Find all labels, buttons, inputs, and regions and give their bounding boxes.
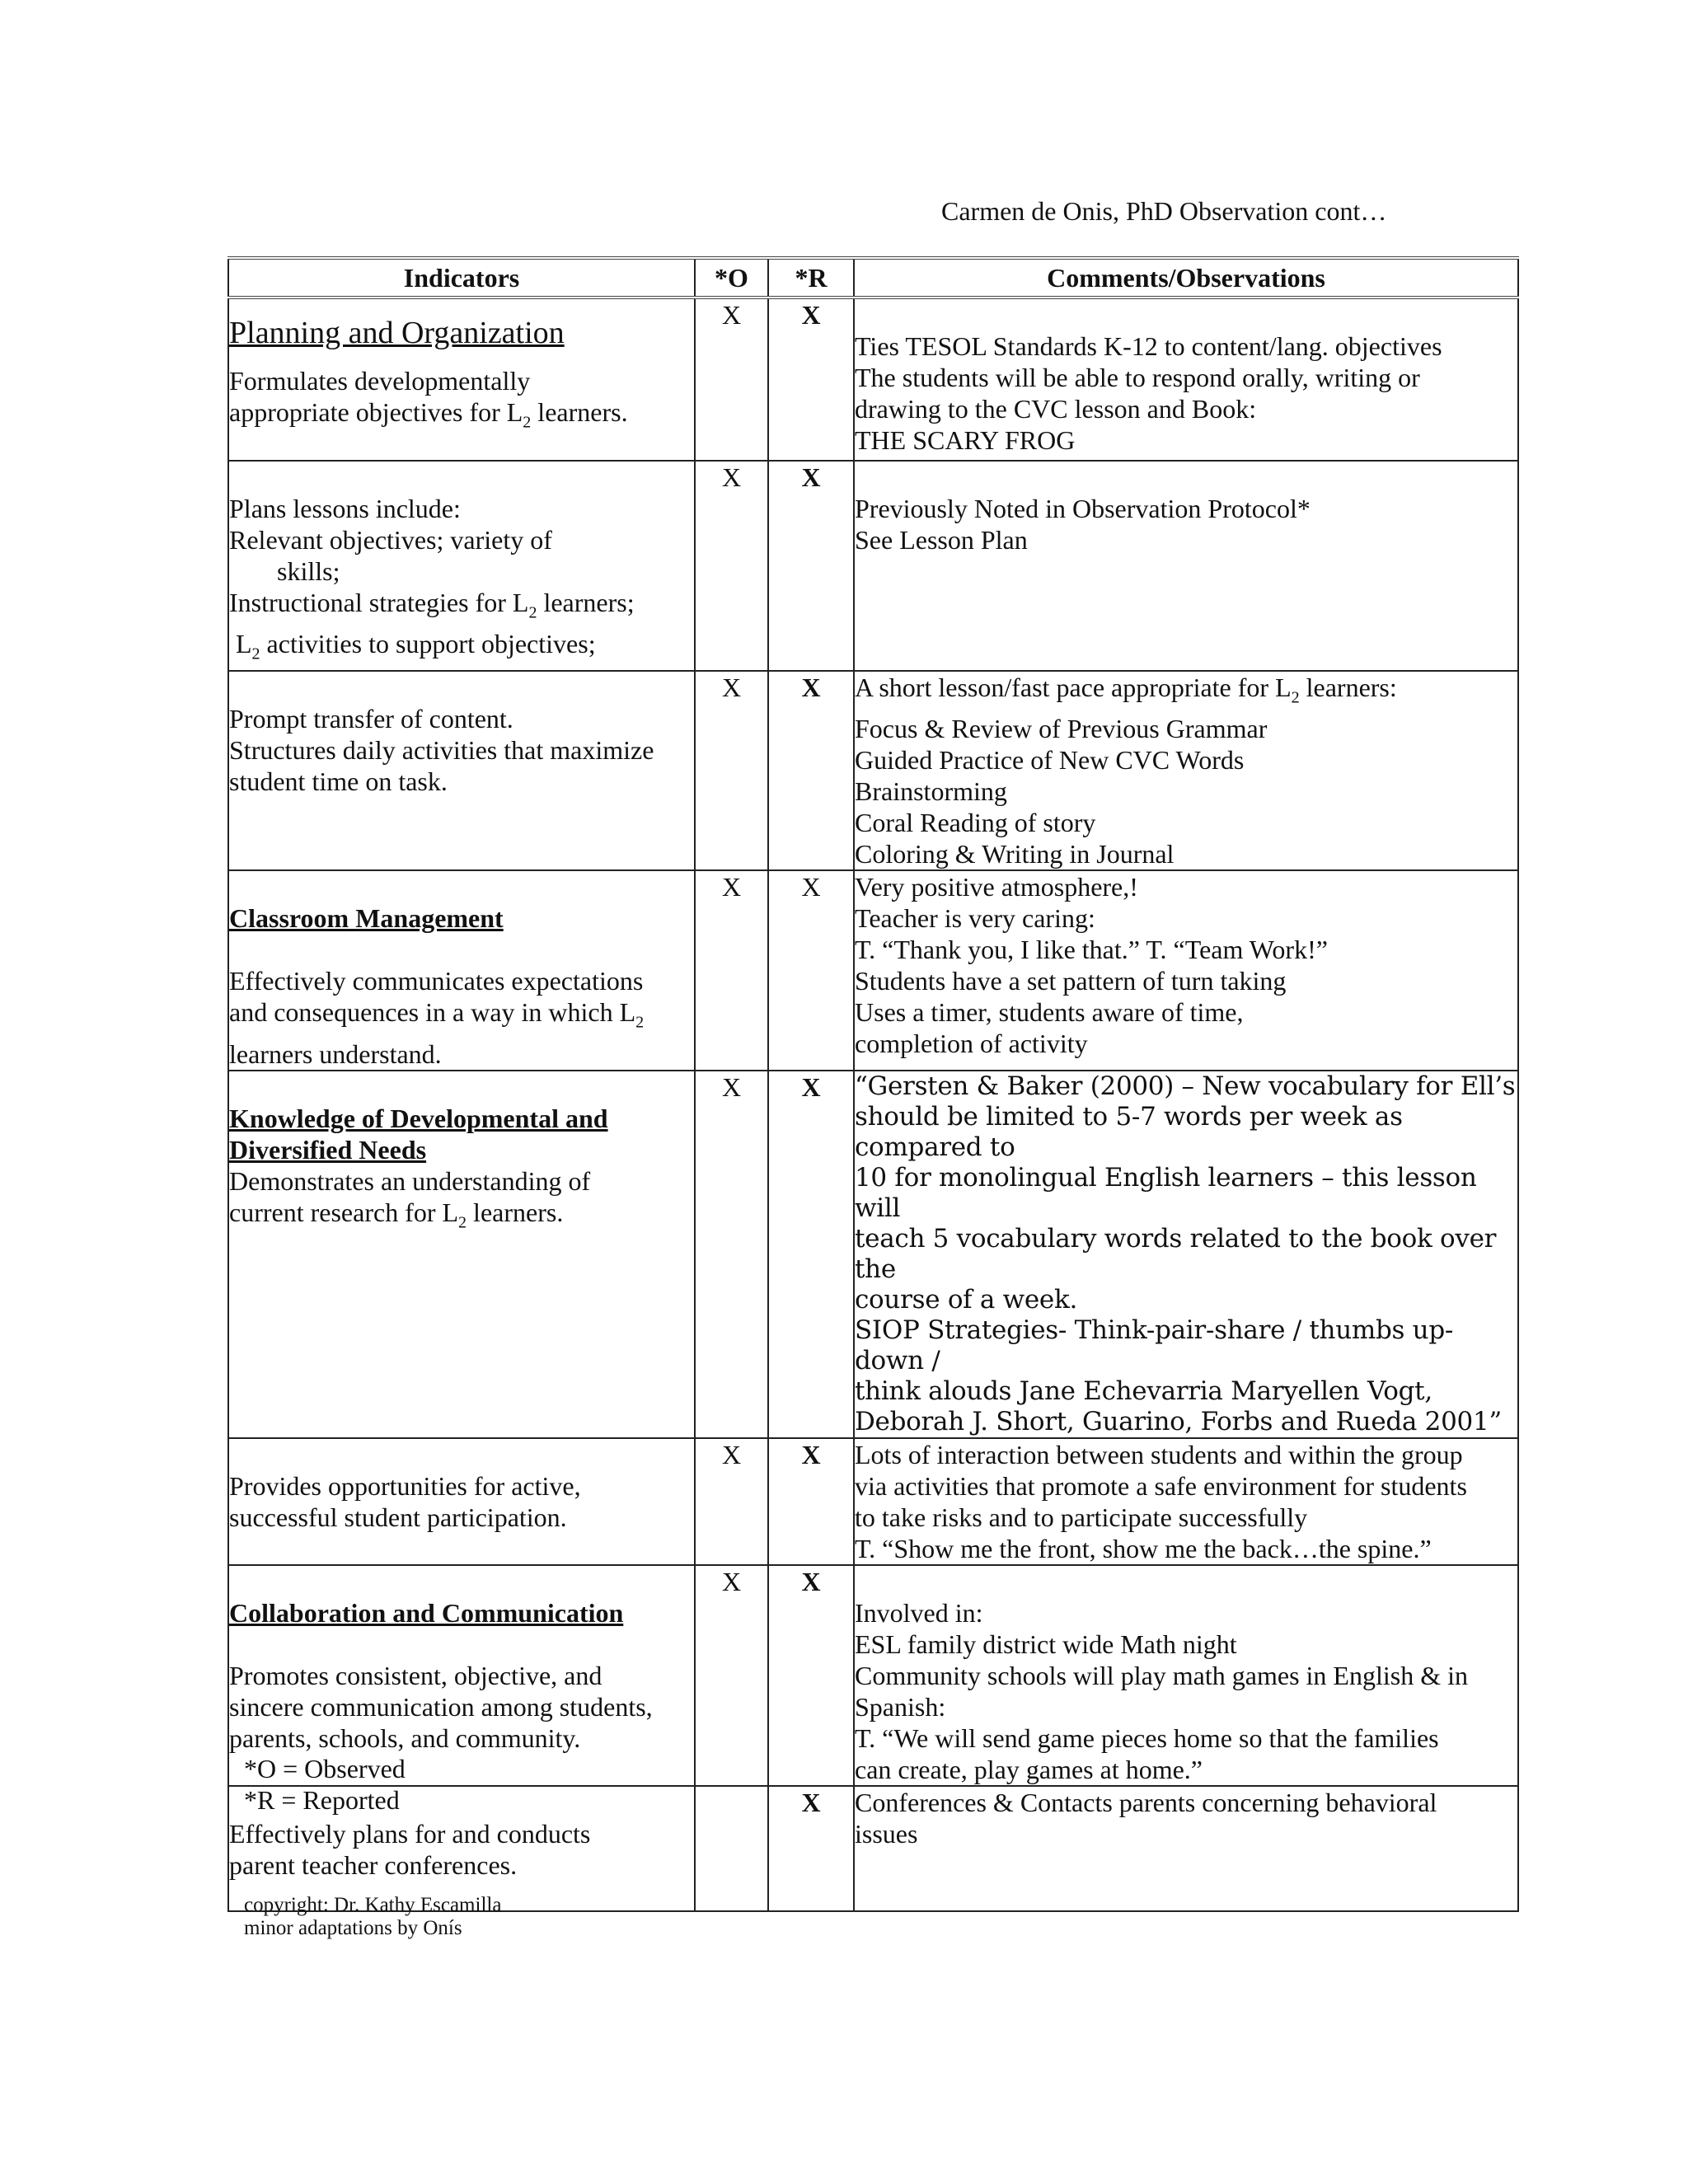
comment-line: Very positive atmosphere,! [855,872,1138,902]
comment-line: The students will be able to respond orally, writing or [855,363,1420,392]
reported-cell [768,870,854,1070]
indicator-cell [228,1071,695,1438]
comment-line: SIOP Strategies- Think-pair-share / thumbs up-down / [855,1315,1454,1376]
indicator-line: skills; [277,556,340,586]
comment-line: Focus & Review of Previous Grammar [855,714,1268,744]
observed-cell [695,1786,768,1911]
column-header-indicators: Indicators [228,258,695,298]
column-header-comments: Comments/Observations [854,258,1518,298]
reported-mark: X [801,1566,821,1596]
indicator-line: and consequences in a way in which $L_2$ [229,997,645,1032]
comment-cell [854,298,1518,461]
comment-line: think alouds Jane Echevarria Maryellen Vogt, [855,1376,1432,1406]
table-row [228,461,1518,671]
indicator-cell [228,298,695,461]
indicator-line: Provides opportunities for active, [229,1470,581,1501]
indicator-line: Effectively communicates expectations [229,966,644,996]
comment-line: T. “Show me the front, show me the back…the spine.” [855,1533,1432,1563]
observed-cell [695,1565,768,1786]
section-title: Diversified Needs [229,1134,427,1165]
column-header-reported: *R [768,258,854,298]
comment-line: teach 5 vocabulary words related to the book over the [855,1223,1497,1284]
reported-mark: X [801,1071,821,1102]
observed-mark: X [721,1071,742,1102]
comment-line: Ties TESOL Standards K-12 to content/lang. objectives [855,331,1442,361]
reported-mark: X [801,672,821,702]
indicator-line: Plans lessons include: [229,494,461,523]
comment-cell [854,1565,1518,1786]
comment-cell [854,461,1518,671]
reported-cell [768,1071,854,1438]
comment-line: to take risks and to participate successfully [855,1502,1308,1532]
indicator-line: successful student participation. [229,1502,567,1532]
section-title: Planning and Organization [229,316,565,350]
reported-mark: X [801,872,821,902]
observed-cell [695,1438,768,1565]
reported-cell [768,1438,854,1565]
comment-line: “Gersten & Baker (2000) – New vocabulary for Ell’s [855,1071,1516,1101]
indicator-line: Promotes consistent, objective, and [229,1660,603,1690]
reported-mark: X [801,1439,821,1469]
comment-line: Community schools will play math games in English & in [855,1660,1468,1690]
indicator-cell [228,671,695,870]
comment-line: course of a week. [855,1284,1078,1315]
section-title: Classroom Management [229,903,504,934]
legend-observed: *O = Observed [244,1754,406,1783]
comment-cell [854,1438,1518,1565]
comment-line: Spanish: [855,1691,946,1722]
indicator-cell [228,870,695,1070]
comment-line: should be limited to 5-7 words per week as compared to [855,1101,1403,1162]
comment-line: drawing to the CVC lesson and Book: [855,394,1257,424]
observed-cell [695,671,768,870]
comment-line: 10 for monolingual English learners – this lesson will [855,1162,1477,1223]
indicator-line: parent teacher conferences. [229,1849,518,1880]
comment-line: Conferences & Contacts parents concerning behavioral [855,1787,1437,1817]
comment-line: Involved in: [855,1597,983,1628]
comment-line: Deborah J. Short, Guarino, Forbs and Rueda 2001” [855,1406,1502,1436]
comment-line: Teacher is very caring: [855,903,1095,934]
indicator-cell [228,461,695,671]
comment-line: T. “We will send game pieces home so that the families [855,1722,1439,1753]
indicator-line: current research for $L_2$ learners. [229,1197,564,1231]
comment-line: T. “Thank you, I like that.” T. “Team Work!” [855,935,1328,965]
reported-cell [768,461,854,671]
table-header-row [228,258,1518,298]
section-title: Knowledge of Developmental and [229,1103,608,1133]
comment-cell [854,1071,1518,1438]
comment-line: Students have a set pattern of turn taking [855,966,1287,996]
comment-line: Coral Reading of story [855,808,1096,838]
comment-line: Brainstorming [855,776,1007,807]
page-header: Carmen de Onis, PhD Observation cont… [941,196,1387,226]
indicator-line: Prompt transfer of content. [229,703,513,733]
table-row [228,870,1518,1070]
observed-mark: X [721,300,742,330]
table-row [228,671,1518,870]
comment-cell [854,1786,1518,1911]
column-header-observed: *O [695,258,768,298]
comment-cell [854,870,1518,1070]
indicator-line: sincere communication among students, [229,1691,653,1722]
comment-line: Guided Practice of New CVC Words [855,745,1245,776]
comment-cell [854,671,1518,870]
indicator-line: Instructional strategies for $L_2$ learners; [229,588,635,622]
table-row [228,1071,1518,1438]
comment-line: issues [855,1818,918,1849]
observed-mark: X [721,872,742,902]
indicator-line: Demonstrates an understanding of [229,1165,591,1196]
comment-line: via activities that promote a safe environment for students [855,1470,1467,1501]
table-row [228,1786,1518,1911]
adaptation-line: minor adaptations by Onís [244,1917,462,1939]
legend-reported: *R = Reported [244,1785,400,1815]
indicator-line: $L_2$ activities to support objectives; [236,629,596,663]
comment-line: Previously Noted in Observation Protocol* [855,494,1311,523]
indicator-line: Structures daily activities that maximize [229,734,654,765]
reported-mark: X [801,300,821,330]
table-row [228,1565,1518,1786]
comment-line: completion of activity [855,1029,1088,1059]
reported-cell [768,1786,854,1911]
reported-mark: X [801,462,821,492]
comment-line: Lots of interaction between students and within the group [855,1439,1463,1469]
comment-line: can create, play games at home.” [855,1754,1203,1784]
observed-mark: X [721,1439,742,1469]
table-row [228,1438,1518,1565]
observed-mark: X [721,462,742,492]
indicator-line: parents, schools, and community. [229,1722,581,1753]
table-row [228,298,1518,461]
comment-line: See Lesson Plan [855,525,1028,555]
indicator-line: student time on task. [229,766,448,796]
indicator-cell [228,1438,695,1565]
observed-cell [695,1071,768,1438]
observed-mark: X [721,672,742,702]
comment-line: THE SCARY FROG [855,425,1076,455]
comment-line: Uses a timer, students aware of time, [855,997,1244,1028]
copyright-line: copyright: Dr. Kathy Escamilla [244,1894,502,1916]
comment-line: ESL family district wide Math night [855,1629,1237,1659]
indicator-cell [228,1565,695,1786]
indicator-line: Relevant objectives; variety of [229,525,552,555]
reported-mark: X [801,1787,821,1817]
reported-cell [768,1565,854,1786]
comment-line: A short lesson/fast pace appropriate for $L_2$ learners: [855,672,1397,707]
indicator-line: Effectively plans for and conducts [229,1818,591,1849]
indicator-line: appropriate objectives for $L_2$ learners. [229,397,628,432]
indicator-line: Formulates developmentally [229,366,531,396]
section-title: Collaboration and Communication [229,1597,624,1628]
observed-cell [695,461,768,671]
observed-cell [695,298,768,461]
observed-mark: X [721,1566,742,1596]
observation-table [227,256,1519,1912]
reported-cell [768,298,854,461]
observed-cell [695,870,768,1070]
reported-cell [768,671,854,870]
comment-line: Coloring & Writing in Journal [855,839,1175,869]
indicator-line: learners understand. [229,1038,442,1069]
